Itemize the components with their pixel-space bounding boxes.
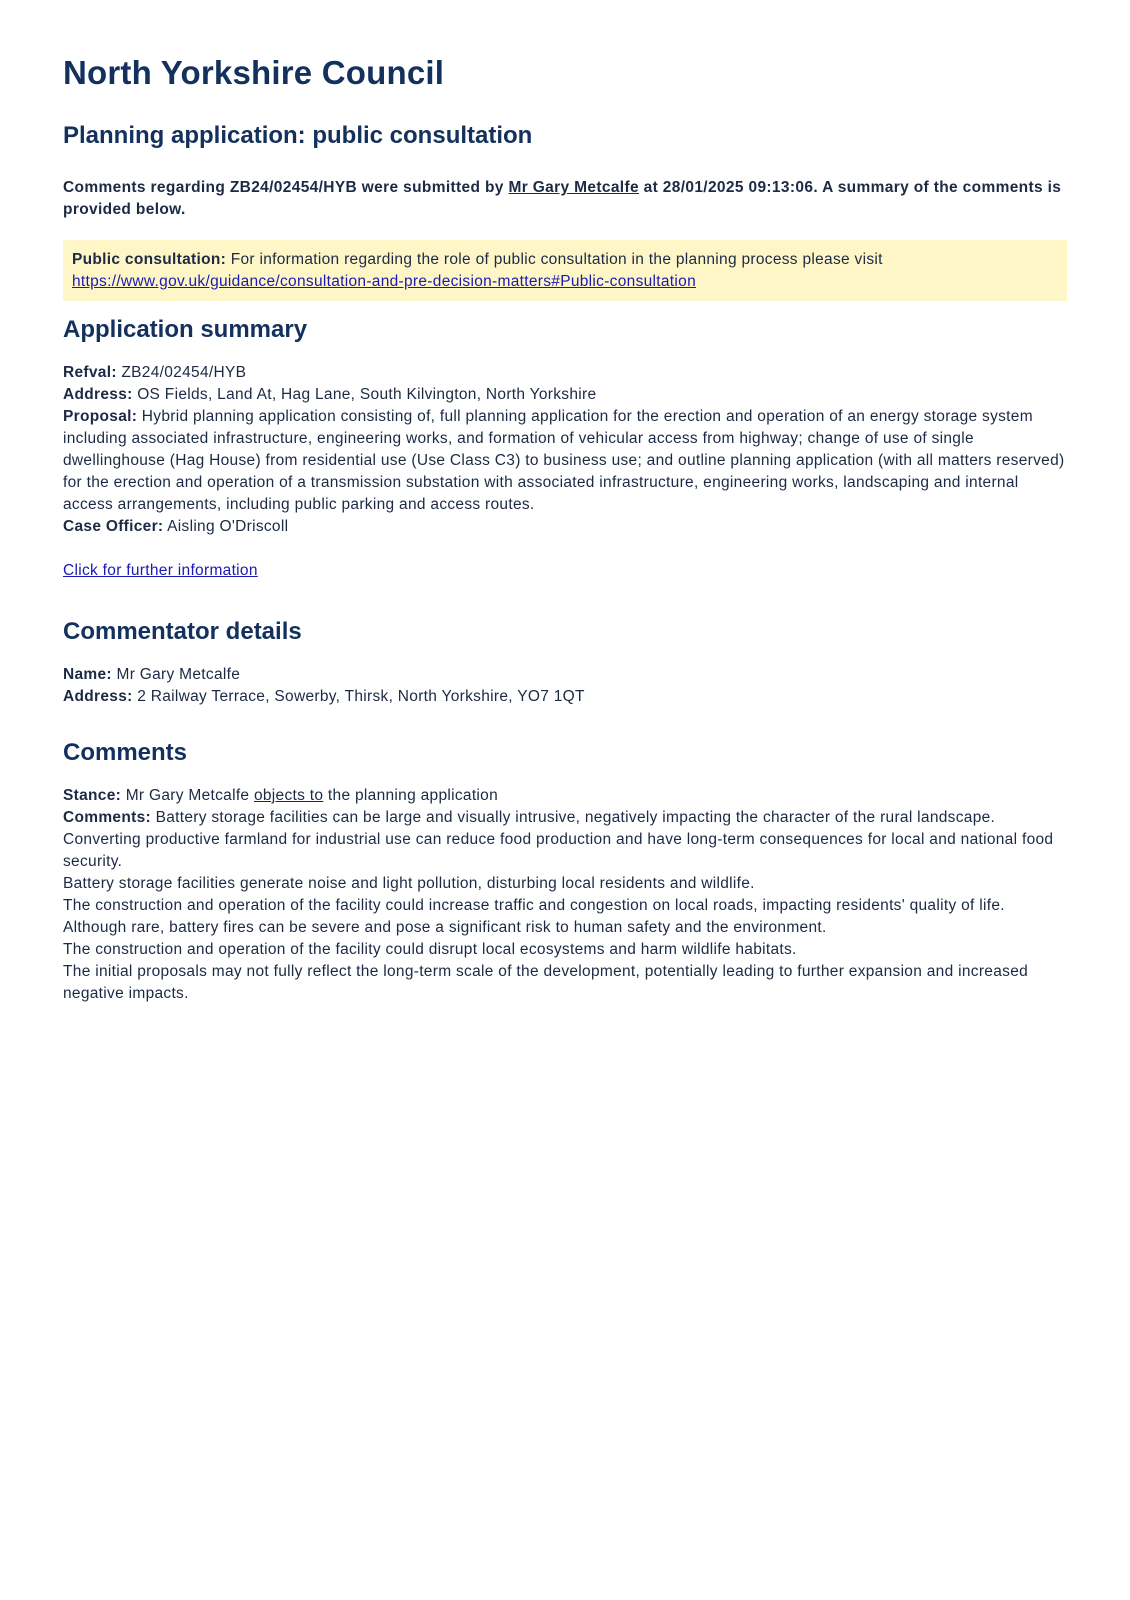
proposal-value: Hybrid planning application consisting of, full planning application for the erection and operation of an energy storage system including associated infrastructure, engineering works, and formation of vehicular access from highway; change of use of single dwellinghouse (Hag House) from residential use (Use Class C3) to business use; and outline planning application (with all matters reserved) for the erection and operation of a transmission substation with associated infrastructure, engineering works, landscaping and internal access arrangements, including public parking and access routes.: [63, 408, 1065, 513]
address-label: Address:: [63, 386, 133, 403]
comments-section: [63, 739, 1073, 1005]
proposal-label: Proposal:: [63, 408, 138, 425]
stance-label: Stance:: [63, 787, 122, 804]
commentator-section: [63, 618, 1073, 708]
intro-suffix: at 28/01/2025 09:13:06. A summary of the comments is provided below.: [63, 179, 1062, 218]
application-summary-heading: Application summary: [63, 316, 308, 343]
comment-line: The construction and operation of the facility could increase traffic and congestion on local roads, impacting residents' quality of life.: [63, 897, 1005, 914]
comment-line: [63, 807, 1073, 829]
further-information-link[interactable]: Click for further information: [63, 562, 258, 579]
case-officer-value: Aisling O'Driscoll: [163, 518, 289, 535]
commentator-address-row: [63, 686, 1073, 708]
public-consultation-notice: [63, 240, 1067, 301]
address-value: OS Fields, Land At, Hag Lane, South Kilvington, North Yorkshire: [132, 386, 597, 403]
case-officer-label: Case Officer:: [63, 518, 164, 535]
intro-prefix: Comments regarding ZB24/02454/HYB were submitted by: [63, 179, 509, 196]
refval-row: [63, 362, 1073, 384]
refval-label: Refval:: [63, 364, 117, 381]
consultation-guidance-link[interactable]: https://www.gov.uk/guidance/consultation-and-pre-decision-matters#Public-consultation: [72, 273, 696, 290]
commenter-link[interactable]: Mr Gary Metcalfe: [508, 179, 639, 196]
comment-line: The initial proposals may not fully reflect the long-term scale of the development, potentially leading to further expansion and increased negative impacts.: [63, 963, 1029, 1002]
commentator-name-value: Mr Gary Metcalfe: [111, 666, 241, 683]
case-officer-row: [63, 516, 1073, 538]
commentator-name-row: [63, 664, 1073, 686]
comment-line-text: Battery storage facilities can be large and visually intrusive, negatively impacting the character of the rural landscape.: [150, 809, 996, 826]
address-row: [63, 384, 1073, 406]
commentator-address-label: Address:: [63, 688, 133, 705]
notice-label: Public consultation:: [72, 251, 227, 268]
page-heading: Planning application: public consultation: [63, 122, 533, 149]
comments-label: Comments:: [63, 809, 151, 826]
commentator-address-value: 2 Railway Terrace, Sowerby, Thirsk, North Yorkshire, YO7 1QT: [132, 688, 585, 705]
commentator-heading: Commentator details: [63, 618, 302, 645]
notice-text: For information regarding the role of public consultation in the planning process please visit: [226, 251, 883, 268]
stance-prefix: Mr Gary Metcalfe: [121, 787, 254, 804]
comments-heading: Comments: [63, 739, 188, 766]
stance-link[interactable]: objects to: [253, 787, 324, 804]
comment-line: Although rare, battery fires can be severe and pose a significant risk to human safety and the environment.: [63, 919, 827, 936]
stance-suffix: the planning application: [323, 787, 499, 804]
application-summary-section: [63, 316, 1073, 582]
intro-paragraph: [63, 177, 1063, 221]
proposal-row: [63, 406, 1073, 516]
refval-value: ZB24/02454/HYB: [116, 364, 247, 381]
comment-line: Battery storage facilities generate noise and light pollution, disturbing local residents and wildlife.: [63, 875, 755, 892]
org-title: North Yorkshire Council: [63, 54, 445, 91]
comment-line: Converting productive farmland for industrial use can reduce food production and have long-term consequences for local and national food security.: [63, 831, 1054, 870]
commentator-name-label: Name:: [63, 666, 112, 683]
stance-row: [63, 785, 1073, 807]
comment-line: The construction and operation of the facility could disrupt local ecosystems and harm wildlife habitats.: [63, 941, 797, 958]
